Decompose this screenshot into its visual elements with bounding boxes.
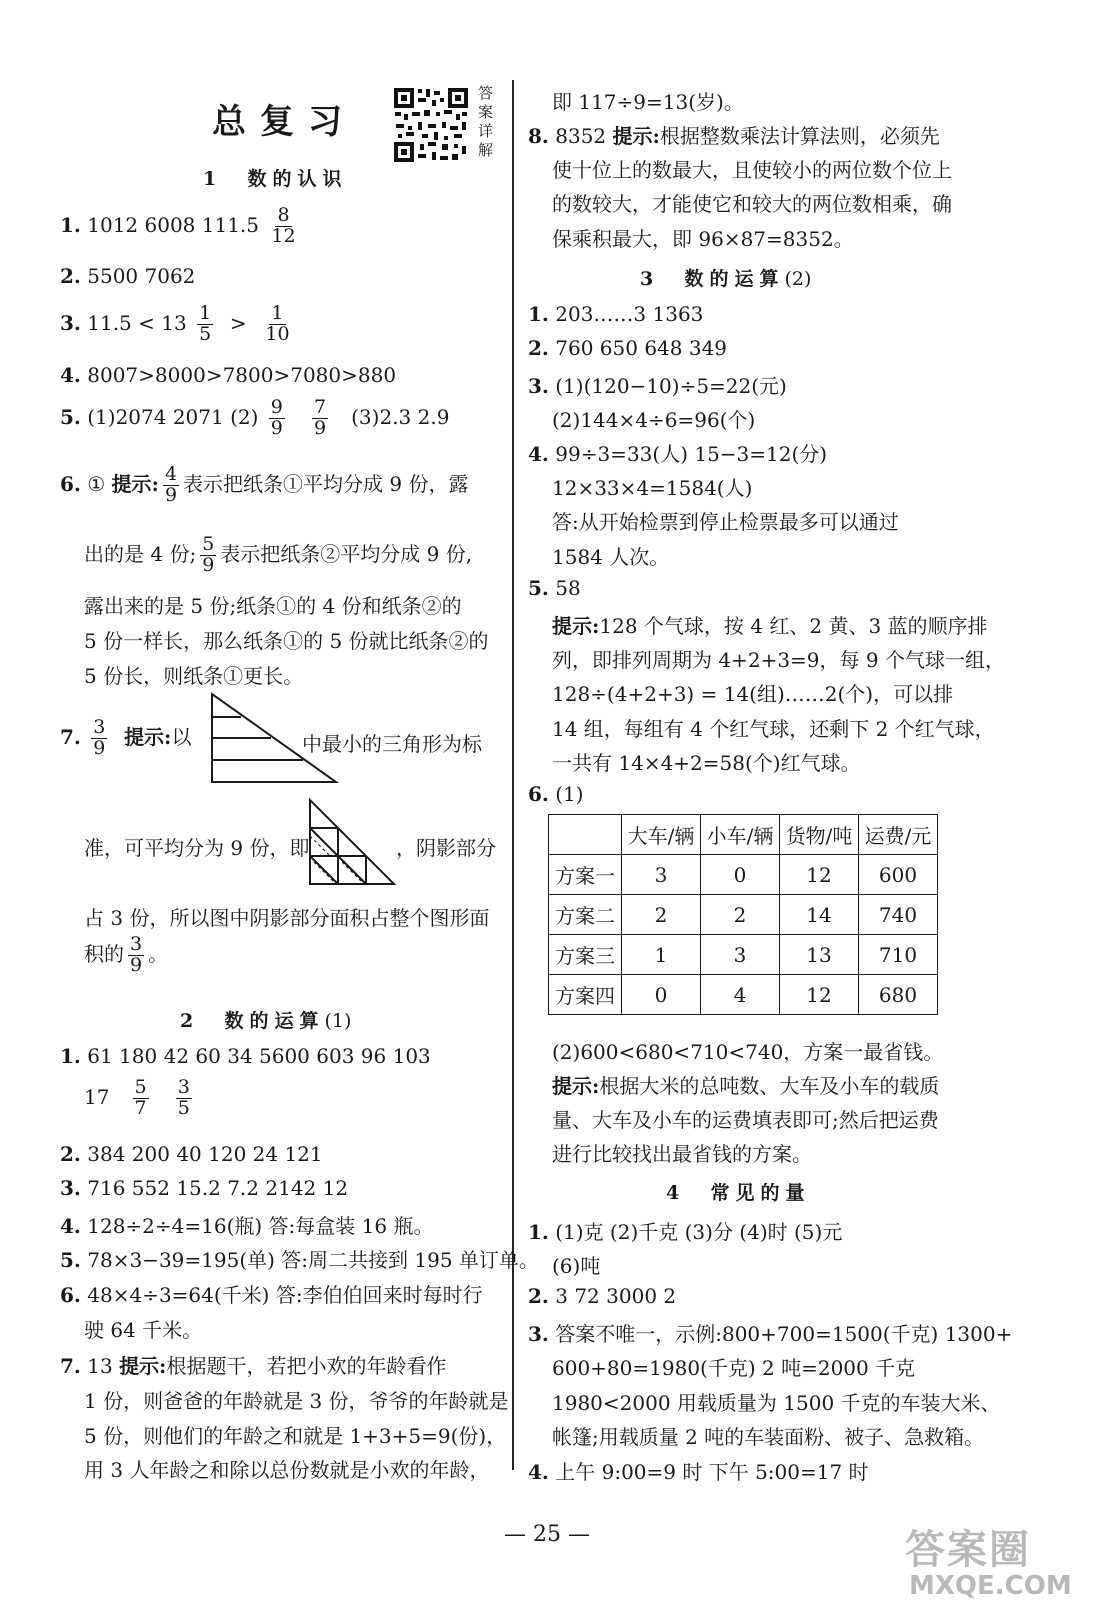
plan-table	[548, 814, 938, 1015]
qr-label: 答案详解	[478, 84, 494, 159]
table-cell: 2	[701, 895, 780, 935]
watermark-logo	[905, 1518, 1072, 1601]
section-1-heading: 1 数的认识	[203, 168, 348, 190]
answer-1-7-line2a: 准，可平均分为 9 份，即	[84, 836, 310, 860]
table-header-row	[549, 815, 938, 855]
table-row	[549, 895, 938, 935]
answer-2-2: 2. 384 200 40 120 24 121	[60, 1142, 323, 1166]
answer-3-5-line3: 128÷(4+2+3) = 14(组)……2(个)，可以排	[552, 682, 954, 706]
table-header-cell	[549, 815, 622, 855]
answer-1-6-line5: 5 份长，则纸条①更长。	[84, 664, 304, 688]
table-header-cell: 大车/辆	[622, 815, 701, 855]
answer-2-3: 3. 716 552 15.2 7.2 2142 12	[60, 1176, 349, 1200]
table-cell: 方案二	[549, 895, 622, 935]
table-row	[549, 935, 938, 975]
answer-3-5-line4: 14 组，每组有 4 个红气球，还剩下 2 个红气球，	[552, 717, 995, 741]
answer-1-7-line2b: ，阴影部分	[396, 836, 496, 860]
table-cell: 2	[622, 895, 701, 935]
table-cell: 方案四	[549, 975, 622, 1015]
section-3-heading: 3 数的运算(2)	[640, 268, 812, 290]
answer-3-6: 6. (1)	[528, 782, 584, 806]
answer-2-8-line1: 8. 8352 提示:根据整数乘法计算法则，必须先	[528, 124, 940, 148]
answer-1-6-line2: 出的是 4 份; $\frac{5}{9}$ 表示把纸条②平均分成 9 份,	[84, 533, 473, 576]
table-cell: 0	[622, 975, 701, 1015]
answer-2-7-line1: 7. 13 提示:根据题干，若把小欢的年龄看作	[60, 1354, 447, 1378]
answer-2-6-line2: 驶 64 千米。	[84, 1318, 203, 1342]
table-cell: 710	[859, 935, 938, 975]
table-header-cell: 小车/辆	[701, 815, 780, 855]
answer-1-6-line1: 6. ① 提示: $\frac{4}{9}$ 表示把纸条①平均分成 9 份，露	[60, 463, 469, 506]
answer-3-4-line2: 12×33×4=1584(人)	[552, 476, 753, 500]
table-cell: 4	[701, 975, 780, 1015]
page-number: — 25 —	[504, 1522, 590, 1547]
answer-4-3-line3: 1980<2000 用载质量为 1500 千克的车装大米、	[552, 1391, 1001, 1415]
table-cell: 600	[859, 855, 938, 895]
answer-3-5: 5. 58	[528, 576, 581, 600]
answer-3-3-line2: (2)144×4÷6=96(个)	[552, 408, 756, 432]
answer-2-6-line1: 6. 48×4÷3=64(千米) 答:李伯伯回来时每时行	[60, 1283, 483, 1307]
watermark-text: 答案圈	[905, 1527, 1031, 1573]
answer-3-6-hint3: 进行比较找出最省钱的方案。	[552, 1142, 812, 1166]
table-cell: 1	[622, 935, 701, 975]
table-cell: 方案一	[549, 855, 622, 895]
continuation-line: 即 117÷9=13(岁)。	[552, 90, 744, 114]
table-cell: 0	[701, 855, 780, 895]
answer-3-6-hint2: 量、大车及小车的运费填表即可;然后把运费	[552, 1108, 939, 1132]
answer-2-5: 5. 78×3−39=195(单) 答:周二共接到 195 单订单。	[60, 1248, 539, 1272]
answer-1-2: 2. 5500 7062	[60, 264, 196, 288]
answer-3-6-part2: (2)600<680<710<740，方案一最省钱。	[552, 1040, 944, 1064]
answer-2-1: 1. 61 180 42 60 34 5600 603 96 103	[60, 1044, 431, 1068]
answer-2-7-line4: 用 3 人年龄之和除以总份数就是小欢的年龄，	[84, 1458, 490, 1482]
answer-3-6-hint1: 提示:根据大米的总吨数、大车及小车的载质	[552, 1074, 940, 1098]
table-row	[549, 855, 938, 895]
answer-1-7-line1: 7. $\frac{3}{9}$ 提示:以	[60, 716, 192, 759]
table-cell: 3	[701, 935, 780, 975]
table-row	[549, 975, 938, 1015]
watermark-url: MXQE.COM	[909, 1571, 1072, 1601]
table-cell: 13	[780, 935, 859, 975]
qr-code-icon[interactable]	[392, 86, 470, 164]
section-2-heading: 2 数的运算(1)	[180, 1010, 352, 1032]
answer-2-4: 4. 128÷2÷4=16(瓶) 答:每盒装 16 瓶。	[60, 1214, 434, 1238]
table-cell: 680	[859, 975, 938, 1015]
answer-3-3-line1: 3. (1)(120−10)÷5=22(元)	[528, 374, 787, 398]
answer-1-7-line4: 积的 $\frac{3}{9}$ 。	[84, 933, 169, 976]
answer-1-1: 1. 1012 6008 111.5 $\frac{8}{12}$	[60, 204, 296, 247]
answer-1-7-line1b: 中最小的三角形为标	[302, 732, 482, 756]
answer-3-4-line3: 答:从开始检票到停止检票最多可以通过	[552, 510, 899, 534]
answer-2-1b: 17 $\frac{5}{7}$ $\frac{3}{5}$	[84, 1076, 190, 1119]
answer-4-2: 2. 3 72 3000 2	[528, 1284, 677, 1308]
page-title: 总复习	[212, 102, 356, 142]
answer-1-4: 4. 8007>8000>7800>7080>880	[60, 363, 397, 387]
answer-3-2: 2. 760 650 648 349	[528, 336, 728, 360]
answer-4-3-line4: 帐篷;用载质量 2 吨的车装面粉、被子、急救箱。	[552, 1425, 985, 1449]
answer-3-5-line5: 一共有 14×4+2=58(个)红气球。	[552, 751, 861, 775]
answer-3-5-line2: 列，即排列周期为 4+2+3=9，每 9 个气球一组，	[552, 648, 1005, 672]
table-cell: 740	[859, 895, 938, 935]
answer-4-1-line2: (6)吨	[552, 1254, 601, 1278]
answer-2-7-line2: 1 份，则爸爸的年龄就是 3 份，爷爷的年龄就是	[84, 1389, 509, 1413]
answer-1-3: 3. 11.5 < 13 $\frac{1}{5}$ > $\frac{1}{10}$	[60, 302, 290, 345]
triangle-figure-2	[306, 796, 402, 890]
answer-1-5: 5. (1)2074 2071 (2) $\frac{9}{9}$ $\frac{7}{9}$ (3)2.3 2.9	[60, 396, 450, 439]
table-cell: 14	[780, 895, 859, 935]
answer-2-7-line3: 5 份，则他们的年龄之和就是 1+3+5=9(份)，	[84, 1424, 507, 1448]
answer-4-3-line1: 3. 答案不唯一，示例:800+700=1500(千克) 1300+	[528, 1322, 1013, 1346]
answer-3-4-line4: 1584 人次。	[552, 545, 670, 569]
answer-4-1-line1: 1. (1)克 (2)千克 (3)分 (4)时 (5)元	[528, 1220, 843, 1244]
answer-2-8-line2: 使十位上的数最大，且使较小的两位数个位上	[552, 158, 952, 182]
answer-1-6-line4: 5 份一样长，那么纸条①的 5 份就比纸条②的	[84, 629, 489, 653]
answer-2-8-line4: 保乘积最大，即 96×87=8352。	[552, 227, 854, 251]
answer-1-6-line3: 露出来的是 5 份;纸条①的 4 份和纸条②的	[84, 594, 462, 618]
answer-1-7-line3: 占 3 份，所以图中阴影部分面积占整个图形面	[84, 906, 490, 930]
section-4-heading: 4 常见的量	[666, 1182, 811, 1204]
answer-2-8-line3: 的数较大，才能使它和较大的两位数相乘，确	[552, 192, 952, 216]
answer-3-4-line1: 4. 99÷3=33(人) 15−3=12(分)	[528, 442, 828, 466]
table-cell: 3	[622, 855, 701, 895]
table-cell: 12	[780, 975, 859, 1015]
answer-3-5-line1: 提示:128 个气球，按 4 红、2 黄、3 蓝的顺序排	[552, 614, 988, 638]
table-header-cell: 货物/吨	[780, 815, 859, 855]
answer-3-1: 1. 203……3 1363	[528, 302, 704, 326]
answer-4-4: 4. 上午 9:00=9 时 下午 5:00=17 时	[528, 1460, 869, 1484]
table-cell: 方案三	[549, 935, 622, 975]
table-header-cell: 运费/元	[859, 815, 938, 855]
answer-4-3-line2: 600+80=1980(千克) 2 吨=2000 千克	[552, 1356, 916, 1380]
table-cell: 12	[780, 855, 859, 895]
